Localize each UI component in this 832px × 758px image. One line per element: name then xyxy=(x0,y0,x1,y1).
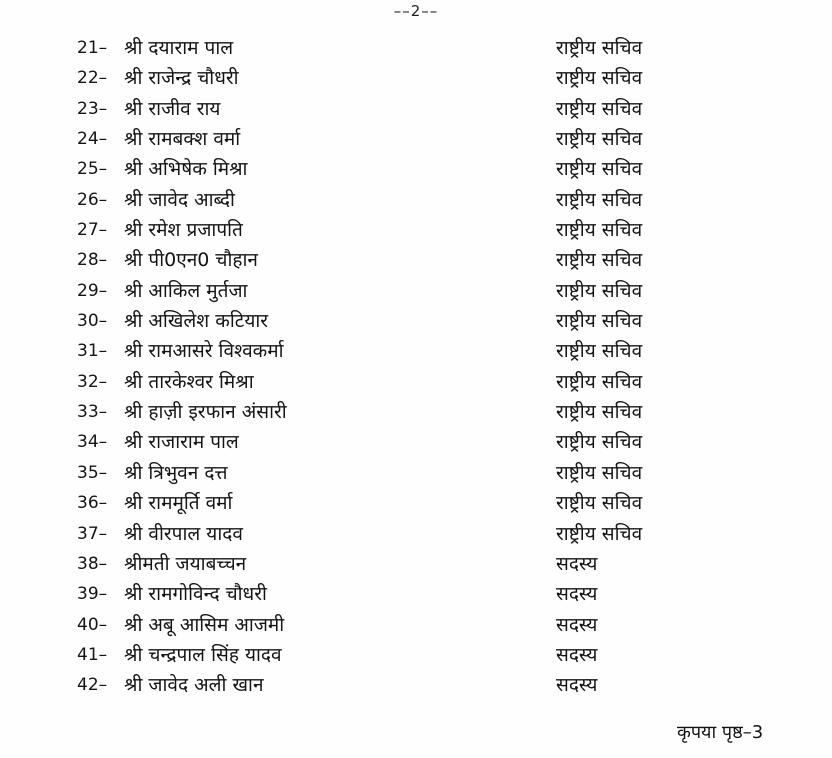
entry-name: श्री त्रिभुवन दत्त xyxy=(124,461,228,484)
entry-role: राष्ट्रीय सचिव xyxy=(556,431,643,454)
entry-number: 24– xyxy=(77,129,108,150)
entry-number: 30– xyxy=(77,311,108,332)
list-item xyxy=(0,185,832,215)
entry-role: सदस्य xyxy=(556,674,598,697)
entry-role: राष्ट्रीय सचिव xyxy=(556,492,643,515)
list-item xyxy=(0,154,832,184)
list-item xyxy=(0,549,832,579)
entry-role: राष्ट्रीय सचिव xyxy=(556,219,643,242)
entry-number: 31– xyxy=(77,341,108,362)
entry-number: 26– xyxy=(77,189,108,210)
entry-number: 28– xyxy=(77,250,108,271)
entry-name: श्री रामबक्श वर्मा xyxy=(124,128,241,151)
entry-role: राष्ट्रीय सचिव xyxy=(556,128,643,151)
entry-number: 39– xyxy=(77,584,108,605)
list-item xyxy=(0,427,832,457)
entry-role: राष्ट्रीय सचिव xyxy=(556,158,643,181)
entry-name: श्री वीरपाल यादव xyxy=(124,522,243,545)
entry-number: 40– xyxy=(77,614,108,635)
entry-name: श्री चन्द्रपाल सिंह यादव xyxy=(124,643,282,666)
list-item xyxy=(0,94,832,124)
list-item xyxy=(0,458,832,488)
list-item xyxy=(0,519,832,549)
entry-number: 36– xyxy=(77,493,108,514)
list-item xyxy=(0,245,832,275)
entry-role: सदस्य xyxy=(556,613,598,636)
entry-role: सदस्य xyxy=(556,643,598,666)
entry-number: 29– xyxy=(77,280,108,301)
entry-name: श्री राजीव राय xyxy=(124,97,221,120)
entry-role: राष्ट्रीय सचिव xyxy=(556,522,643,545)
entry-role: राष्ट्रीय सचिव xyxy=(556,97,643,120)
list-item xyxy=(0,276,832,306)
entry-name: श्री जावेद आब्दी xyxy=(124,188,235,211)
entry-name: श्री पी0एन0 चौहान xyxy=(124,249,258,272)
entry-name: श्रीमती जयाबच्चन xyxy=(124,552,247,575)
entry-number: 34– xyxy=(77,432,108,453)
list-item xyxy=(0,610,832,640)
entry-role: राष्ट्रीय सचिव xyxy=(556,370,643,393)
list-item xyxy=(0,367,832,397)
entry-name: श्री अबू आसिम आजमी xyxy=(124,613,285,636)
entry-name: श्री अखिलेश कटियार xyxy=(124,310,269,333)
entry-number: 33– xyxy=(77,402,108,423)
entry-number: 21– xyxy=(77,38,108,58)
entry-role: राष्ट्रीय सचिव xyxy=(556,340,643,363)
entry-name: श्री अभिषेक मिश्रा xyxy=(124,158,248,181)
entry-number: 25– xyxy=(77,159,108,180)
list-item xyxy=(0,124,832,154)
entry-name: श्री राममूर्ति वर्मा xyxy=(124,492,233,515)
entry-name: श्री आकिल मुर्तजा xyxy=(124,279,248,302)
entry-number: 41– xyxy=(77,644,108,665)
page-number: ––2–– xyxy=(393,2,439,20)
entry-name: श्री दयाराम पाल xyxy=(124,37,234,59)
entry-number: 23– xyxy=(77,98,108,119)
list-item xyxy=(0,670,832,700)
entry-name: श्री हाज़ी इरफान अंसारी xyxy=(124,401,287,424)
list-item xyxy=(0,397,832,427)
continuation-note: कृपया पृष्ठ–3 xyxy=(677,722,764,743)
entry-role: राष्ट्रीय सचिव xyxy=(556,67,643,90)
entry-role: राष्ट्रीय सचिव xyxy=(556,279,643,302)
entry-number: 32– xyxy=(77,371,108,392)
entry-number: 42– xyxy=(77,675,108,696)
entry-number: 27– xyxy=(77,220,108,241)
entry-role: राष्ट्रीय सचिव xyxy=(556,37,643,59)
entry-role: सदस्य xyxy=(556,583,598,606)
entry-name: श्री रामगोविन्द चौधरी xyxy=(124,583,267,606)
list-item xyxy=(0,306,832,336)
list-item xyxy=(0,215,832,245)
entry-number: 22– xyxy=(77,68,108,89)
list-item xyxy=(0,33,832,63)
list-item xyxy=(0,488,832,518)
member-list xyxy=(0,33,832,701)
entry-role: राष्ट्रीय सचिव xyxy=(556,461,643,484)
entry-role: राष्ट्रीय सचिव xyxy=(556,401,643,424)
entry-name: श्री राजेन्द्र चौधरी xyxy=(124,67,239,90)
entry-name: श्री तारकेश्वर मिश्रा xyxy=(124,370,254,393)
entry-name: श्री रामआसरे विश्वकर्मा xyxy=(124,340,284,363)
entry-number: 37– xyxy=(77,523,108,544)
entry-number: 38– xyxy=(77,553,108,574)
entry-role: सदस्य xyxy=(556,552,598,575)
entry-name: श्री रमेश प्रजापति xyxy=(124,219,243,242)
list-item xyxy=(0,63,832,93)
entry-number: 35– xyxy=(77,462,108,483)
entry-role: राष्ट्रीय सचिव xyxy=(556,188,643,211)
list-item xyxy=(0,640,832,670)
entry-name: श्री जावेद अली खान xyxy=(124,674,264,697)
entry-role: राष्ट्रीय सचिव xyxy=(556,249,643,272)
entry-role: राष्ट्रीय सचिव xyxy=(556,310,643,333)
entry-name: श्री राजाराम पाल xyxy=(124,431,239,454)
list-item xyxy=(0,336,832,366)
list-item xyxy=(0,579,832,609)
